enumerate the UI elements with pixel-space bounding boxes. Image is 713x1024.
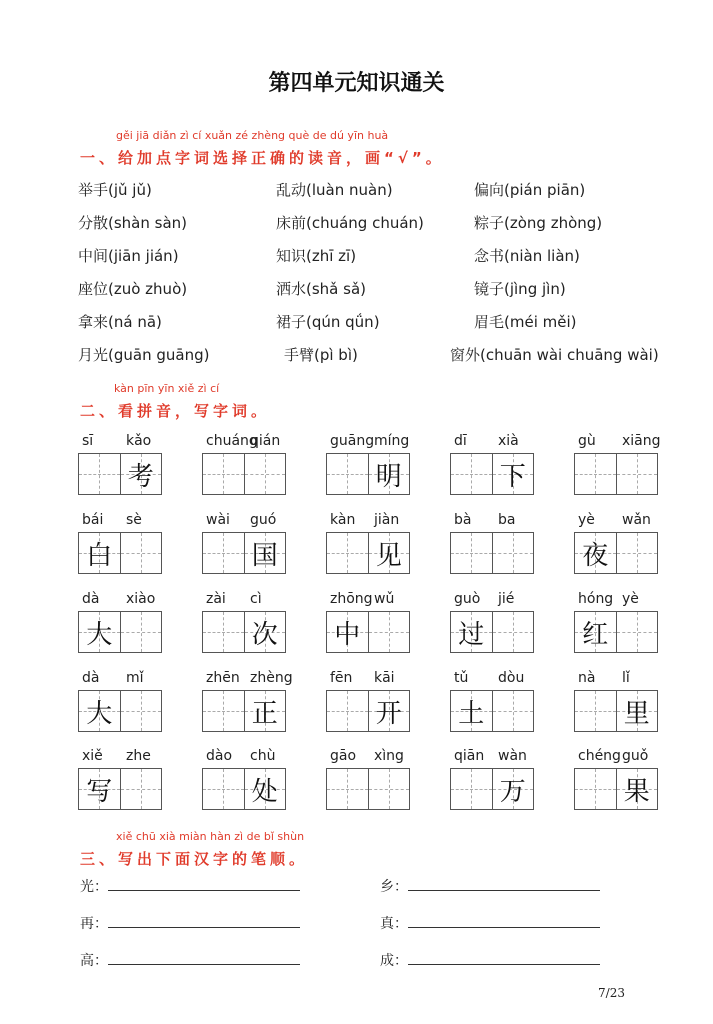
word-box-group — [326, 748, 410, 810]
word-box-group — [574, 433, 661, 495]
syllable: fēn — [330, 670, 353, 686]
char-cell[interactable] — [79, 612, 121, 652]
syllable: xiāng — [622, 433, 661, 449]
word-box-group — [574, 748, 658, 810]
reading-item: 座位(zuò zhuò) — [78, 280, 188, 298]
char-cell[interactable] — [79, 454, 121, 494]
word-box-group — [202, 748, 286, 810]
syllable: zhe — [126, 748, 151, 764]
syllable: guò — [454, 591, 481, 607]
char-cell[interactable] — [245, 612, 286, 652]
tianzige-boxes — [326, 532, 410, 574]
word-pinyin — [202, 670, 293, 690]
char-cell[interactable] — [451, 769, 493, 809]
syllable: wǎn — [622, 512, 651, 528]
word-pinyin — [202, 748, 286, 768]
char: 明 — [375, 461, 402, 492]
word-box-group — [78, 512, 162, 574]
syllable: xìng — [374, 748, 404, 764]
reading-item: 手臂(pì bì) — [284, 346, 358, 364]
syllable: kāi — [374, 670, 395, 686]
word-pinyin — [574, 591, 658, 611]
word-box-group — [78, 670, 162, 732]
stroke-order-item — [380, 876, 600, 896]
syllable: guǒ — [622, 748, 649, 764]
word-pinyin — [450, 748, 534, 768]
char-cell[interactable] — [203, 533, 245, 573]
syllable: kàn — [330, 512, 356, 528]
word-pinyin — [326, 591, 410, 611]
word-box-group — [574, 591, 658, 653]
tianzige-boxes — [78, 453, 162, 495]
char-cell[interactable] — [617, 691, 658, 731]
char-cell[interactable] — [327, 533, 369, 573]
char: 大 — [86, 698, 113, 729]
tianzige-boxes — [574, 453, 658, 495]
section3-pinyin: xiě chū xià miàn hàn zì de bǐ shùn — [116, 830, 305, 843]
word-pinyin — [202, 512, 286, 532]
reading-item: 偏向(pián piān) — [474, 181, 586, 199]
char-cell[interactable] — [121, 612, 162, 652]
char: 见 — [375, 540, 402, 571]
char: 考 — [127, 461, 154, 492]
reading-item: 眉毛(méi měi) — [474, 313, 577, 331]
char-cell[interactable] — [617, 769, 658, 809]
syllable: cì — [250, 591, 262, 607]
word-pinyin — [574, 512, 658, 532]
reading-item: 念书(niàn liàn) — [474, 247, 580, 265]
char: 处 — [251, 776, 278, 807]
char: 白 — [86, 540, 113, 571]
word-box-group — [574, 512, 658, 574]
char-cell[interactable] — [245, 769, 286, 809]
char: 正 — [251, 698, 278, 729]
syllable: chù — [250, 748, 276, 764]
word-pinyin — [326, 433, 410, 453]
char: 里 — [623, 698, 650, 729]
char-cell[interactable] — [575, 612, 617, 652]
word-box-group — [78, 591, 162, 653]
char: 写 — [86, 776, 113, 807]
syllable: xiào — [126, 591, 156, 607]
tianzige-boxes — [574, 768, 658, 810]
tianzige-boxes — [450, 611, 534, 653]
syllable: yè — [578, 512, 595, 528]
section1-heading: 一、给加点字词选择正确的读音，画“√”。 — [80, 149, 445, 167]
word-pinyin — [574, 748, 658, 768]
char: 土 — [458, 698, 485, 729]
tianzige-boxes — [450, 453, 534, 495]
stroke-order-item — [80, 950, 300, 970]
word-pinyin — [326, 670, 410, 690]
char-cell[interactable] — [575, 454, 617, 494]
answer-line[interactable] — [108, 915, 300, 928]
char-cell[interactable] — [121, 533, 162, 573]
reading-item: 月光(guān guāng) — [78, 346, 210, 364]
section2-heading: 二、看拼音，写字词。 — [80, 402, 271, 420]
char-cell[interactable] — [79, 691, 121, 731]
reading-item: 裙子(qún qǘn) — [276, 313, 380, 331]
syllable: kǎo — [126, 433, 152, 449]
char-cell[interactable] — [451, 612, 493, 652]
syllable: zhèng — [250, 670, 293, 686]
syllable: zhōng — [330, 591, 373, 607]
stroke-order-char: 高： — [80, 953, 108, 969]
section3-heading: 三、写出下面汉字的笔顺。 — [80, 850, 309, 868]
char-cell[interactable] — [493, 769, 534, 809]
word-pinyin — [574, 670, 658, 690]
stroke-order-char: 乡： — [380, 879, 408, 895]
word-pinyin — [574, 433, 661, 453]
section2-pinyin: kàn pīn yīn xiě zì cí — [114, 382, 220, 395]
word-pinyin — [78, 670, 162, 690]
stroke-order-item — [380, 950, 600, 970]
word-box-group — [202, 591, 286, 653]
char-cell[interactable] — [369, 769, 410, 809]
reading-item: 洒水(shǎ sǎ) — [276, 280, 366, 298]
word-pinyin — [326, 512, 410, 532]
syllable: zài — [206, 591, 226, 607]
tianzige-boxes — [574, 690, 658, 732]
word-pinyin — [450, 591, 534, 611]
reading-item: 拿来(ná nā) — [78, 313, 162, 331]
char-cell[interactable] — [575, 691, 617, 731]
tianzige-boxes — [78, 768, 162, 810]
syllable: bà — [454, 512, 472, 528]
syllable: dào — [206, 748, 233, 764]
word-box-group — [78, 433, 162, 495]
char-cell[interactable] — [575, 533, 617, 573]
char-cell[interactable] — [79, 533, 121, 573]
syllable: ba — [498, 512, 516, 528]
section1-pinyin: gěi jiā diǎn zì cí xuǎn zé zhèng què de dú yīn huà — [116, 129, 389, 142]
char-cell[interactable] — [451, 691, 493, 731]
syllable: chuáng — [206, 433, 258, 449]
syllable: xiě — [82, 748, 103, 764]
word-pinyin — [78, 748, 162, 768]
reading-item: 乱动(luàn nuàn) — [276, 181, 393, 199]
char-cell[interactable] — [327, 612, 369, 652]
answer-line[interactable] — [408, 878, 600, 891]
char-cell[interactable] — [245, 533, 286, 573]
char-cell[interactable] — [451, 454, 493, 494]
word-pinyin — [450, 433, 534, 453]
char-cell[interactable] — [327, 691, 369, 731]
word-box-group — [202, 512, 286, 574]
word-pinyin — [78, 512, 162, 532]
tianzige-boxes — [326, 690, 410, 732]
syllable: lǐ — [622, 670, 630, 686]
char-cell[interactable] — [617, 533, 658, 573]
word-pinyin — [326, 748, 410, 768]
syllable: wàn — [498, 748, 527, 764]
word-pinyin — [202, 591, 286, 611]
tianzige-boxes — [450, 532, 534, 574]
char-cell[interactable] — [575, 769, 617, 809]
syllable: gāo — [330, 748, 357, 764]
char: 大 — [86, 619, 113, 650]
tianzige-boxes — [574, 532, 658, 574]
char-cell[interactable] — [203, 454, 245, 494]
char: 下 — [499, 461, 526, 492]
char: 开 — [375, 698, 402, 729]
tianzige-boxes — [450, 690, 534, 732]
char-cell[interactable] — [327, 454, 369, 494]
answer-line[interactable] — [108, 878, 300, 891]
stroke-order-char: 成： — [380, 953, 408, 969]
char-cell[interactable] — [617, 612, 658, 652]
syllable: xià — [498, 433, 519, 449]
char: 万 — [499, 776, 526, 807]
word-box-group — [202, 670, 293, 732]
word-pinyin — [78, 591, 162, 611]
char-cell[interactable] — [369, 454, 410, 494]
tianzige-boxes — [78, 532, 162, 574]
tianzige-boxes — [326, 611, 410, 653]
tianzige-boxes — [202, 690, 286, 732]
stroke-order-char: 再： — [80, 916, 108, 932]
char-cell[interactable] — [245, 691, 286, 731]
word-pinyin — [202, 433, 286, 453]
reading-item: 窗外(chuān wài chuāng wài) — [450, 346, 659, 364]
word-box-group — [450, 433, 534, 495]
tianzige-boxes — [202, 768, 286, 810]
syllable: hóng — [578, 591, 614, 607]
char: 夜 — [582, 540, 609, 571]
word-box-group — [326, 670, 410, 732]
tianzige-boxes — [202, 532, 286, 574]
word-box-group — [450, 591, 534, 653]
reading-item: 镜子(jìng jìn) — [474, 280, 566, 298]
tianzige-boxes — [202, 453, 286, 495]
syllable: míng — [374, 433, 410, 449]
syllable: tǔ — [454, 670, 469, 686]
reading-item: 中间(jiān jián) — [78, 247, 179, 265]
syllable: guāng — [330, 433, 375, 449]
syllable: wǔ — [374, 591, 395, 607]
syllable: jiàn — [374, 512, 400, 528]
syllable: sè — [126, 512, 142, 528]
word-box-group — [78, 748, 162, 810]
syllable: zhēn — [206, 670, 240, 686]
word-box-group — [450, 670, 534, 732]
answer-line[interactable] — [408, 952, 600, 965]
syllable: gù — [578, 433, 596, 449]
syllable: jié — [498, 591, 515, 607]
stroke-order-char: 真： — [380, 916, 408, 932]
reading-item: 粽子(zòng zhòng) — [474, 214, 603, 232]
syllable: sī — [82, 433, 94, 449]
syllable: dī — [454, 433, 467, 449]
word-box-group — [450, 512, 534, 574]
syllable: nà — [578, 670, 596, 686]
tianzige-boxes — [326, 768, 410, 810]
reading-item: 分散(shàn sàn) — [78, 214, 188, 232]
char: 国 — [251, 540, 278, 571]
word-box-group — [326, 512, 410, 574]
word-box-group — [202, 433, 286, 495]
char: 果 — [623, 776, 650, 807]
char-cell[interactable] — [493, 533, 534, 573]
syllable: qiān — [454, 748, 485, 764]
word-pinyin — [450, 512, 534, 532]
char: 次 — [251, 619, 278, 650]
syllable: dà — [82, 670, 100, 686]
stroke-order-char: 光： — [80, 879, 108, 895]
char-cell[interactable] — [493, 691, 534, 731]
word-pinyin — [78, 433, 162, 453]
tianzige-boxes — [202, 611, 286, 653]
syllable: dòu — [498, 670, 525, 686]
answer-line[interactable] — [408, 915, 600, 928]
char: 中 — [334, 619, 361, 650]
tianzige-boxes — [574, 611, 658, 653]
word-box-group — [326, 591, 410, 653]
syllable: mǐ — [126, 670, 144, 686]
char-cell[interactable] — [493, 612, 534, 652]
word-box-group — [574, 670, 658, 732]
char: 红 — [582, 619, 609, 650]
tianzige-boxes — [326, 453, 410, 495]
stroke-order-item — [80, 876, 300, 896]
char-cell[interactable] — [369, 691, 410, 731]
char-cell[interactable] — [203, 612, 245, 652]
syllable: bái — [82, 512, 104, 528]
page-title: 第四单元知识通关 — [268, 70, 445, 96]
char-cell[interactable] — [121, 769, 162, 809]
char-cell[interactable] — [493, 454, 534, 494]
answer-line[interactable] — [108, 952, 300, 965]
char-cell[interactable] — [203, 769, 245, 809]
char-cell[interactable] — [327, 769, 369, 809]
syllable: chéng — [578, 748, 621, 764]
syllable: guó — [250, 512, 277, 528]
char-cell[interactable] — [369, 612, 410, 652]
page-number: 7/23 — [598, 986, 625, 1000]
reading-item: 知识(zhī zī) — [276, 247, 357, 265]
char: 过 — [458, 619, 485, 650]
tianzige-boxes — [78, 690, 162, 732]
word-box-group — [326, 433, 410, 495]
char-cell[interactable] — [245, 454, 286, 494]
tianzige-boxes — [450, 768, 534, 810]
reading-item: 床前(chuáng chuán) — [276, 214, 424, 232]
char-cell[interactable] — [369, 533, 410, 573]
char-cell[interactable] — [203, 691, 245, 731]
word-pinyin — [450, 670, 534, 690]
syllable: dà — [82, 591, 100, 607]
char-cell[interactable] — [121, 691, 162, 731]
word-box-group — [450, 748, 534, 810]
char-cell[interactable] — [617, 454, 658, 494]
syllable: qián — [250, 433, 281, 449]
char-cell[interactable] — [451, 533, 493, 573]
reading-item: 举手(jǔ jǔ) — [78, 181, 152, 199]
char-cell[interactable] — [121, 454, 162, 494]
tianzige-boxes — [78, 611, 162, 653]
stroke-order-item — [80, 913, 300, 933]
syllable: yè — [622, 591, 639, 607]
stroke-order-item — [380, 913, 600, 933]
char-cell[interactable] — [79, 769, 121, 809]
syllable: wài — [206, 512, 230, 528]
